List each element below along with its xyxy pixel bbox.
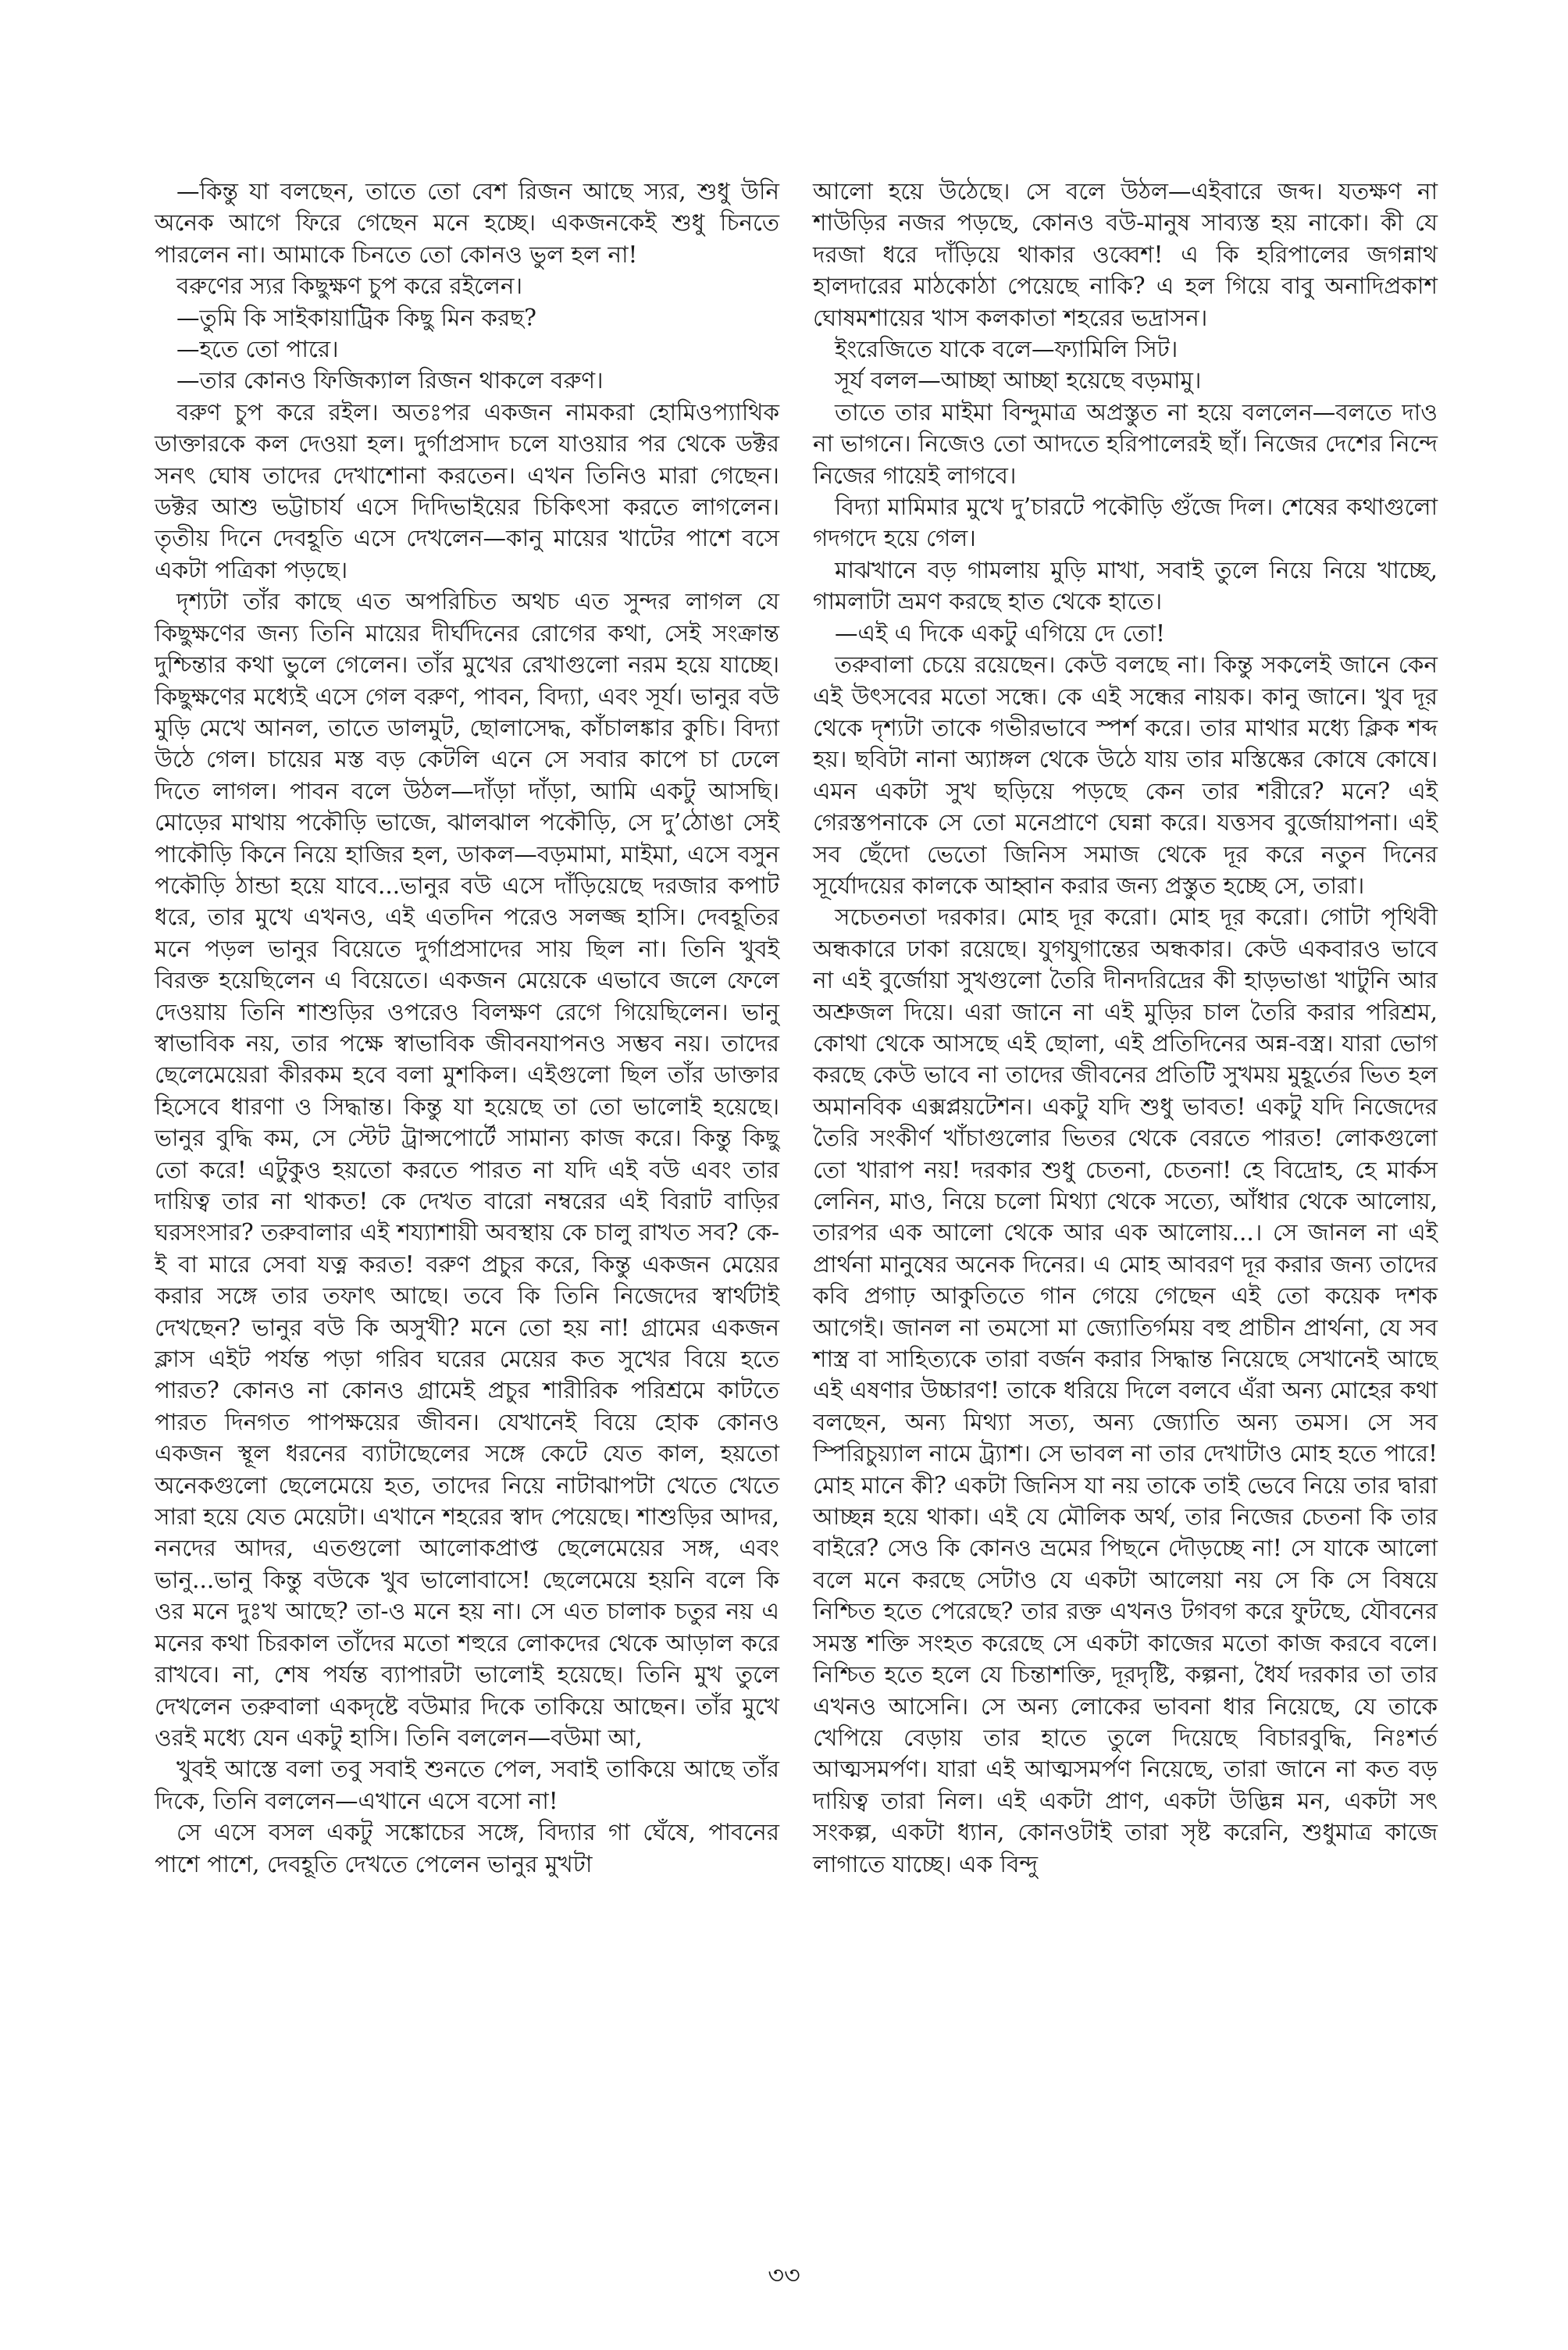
paragraph: বিদ্যা মামিমার মুখে দু’চারটে পকৌড়ি গুঁজে দিল। শেষের কথাগুলো গদগদে হয়ে গেল।: [813, 494, 1438, 552]
paragraph: সচেতনতা দরকার। মোহ দূর করো। মোহ দূর করো। গোটা পৃথিবী অন্ধকারে ঢাকা রয়েছে। যুগযুগান্তের অন্ধকার। কেউ একবারও ভাবে না এই বুর্জোয়া সুখগুলো তৈরি দীনদরিদ্রের কী হাড়ভাঙা খাটুনি আর অশ্রুজল দিয়ে। এরা জানে না এই মুড়ির চাল তৈরি করার পরিশ্রম, কোথা থেকে আসছে এই ছোলা, এই প্রতিদিনের অন্ন-বস্ত্র। যারা ভোগ করছে কেউ ভাবে না তাদের জীবনের প্রতিটি সুখময় মুহূর্তের ভিত হল অমানবিক এক্সপ্লয়টেশন। একটু যদি শুধু ভাবত! একটু যদি নিজেদের তৈরি সংকীর্ণ খাঁচাগুলোর ভিতর থেকে বেরতে পারত! লোকগুলো তো খারাপ নয়! দরকার শুধু চেতনা, চেতনা! হে বিদ্রোহ, হে মার্কস লেনিন, মাও, নিয়ে চলো মিথ্যা থেকে সত্যে, আঁধার থেকে আলোয়, তারপর এক আলো থেকে আর এক আলোয়...। সে জানল না এই প্রার্থনা মানুষের অনেক দিনের। এ মোহ আবরণ দূর করার জন্য তাদের কবি প্রগাঢ় আকুতিতে গান গেয়ে গেছেন এই তো কয়েক দশক আগেই। জানল না তমসো মা জ্যোতির্গময় বহু প্রাচীন প্রার্থনা, যে সব শাস্ত্র বা সাহিত্যকে তারা বর্জন করার সিদ্ধান্ত নিয়েছে সেখানেই আছে এই এষণার উচ্চারণ! তাকে ধরিয়ে দিলে বলবে এঁরা অন্য মোহের কথা বলছেন, অন্য মিথ্যা সত্য, অন্য জ্যোতি অন্য তমস। সে সব স্পিরিচুয়্যাল নামে ট্র্যাশ। সে ভাবল না তার দেখাটাও মোহ হতে পারে! মোহ মানে কী? একটা জিনিস যা নয় তাকে তাই ভেবে নিয়ে তার দ্বারা আচ্ছন্ন হয়ে থাকা। এই যে মৌলিক অর্থ, তার নিজের চেতনা কি তার বাইরে? সেও কি কোনও ভ্রমের পিছনে দৌড়চ্ছে না! সে যাকে আলো বলে মনে করছে সেটাও যে একটা আলেয়া নয় সে কি সে বিষয়ে নিশ্চিত হতে পেরেছে? তার রক্ত এখনও টগবগ করে ফুটছে, যৌবনের সমস্ত শক্তি সংহত করেছে সে একটা কাজের মতো কাজ করবে বলে। নিশ্চিত হতে হলে যে চিন্তাশক্তি, দূরদৃষ্টি, কল্পনা, ধৈর্য দরকার তা তার এখনও আসেনি। সে অন্য লোকের ভাবনা ধার নিয়েছে, যে তাকে খেপিয়ে বেড়ায় তার হাতে তুলে দিয়েছে বিচারবুদ্ধি, নিঃশর্ত আত্মসমর্পণ। যারা এই আত্মসমর্পণ নিয়েছে, তারা জানে না কত বড় দায়িত্ব তারা নিল। এই একটা প্রাণ, একটা উদ্ভিন্ন মন, একটা সৎ সংকল্প, একটা ধ্যান, কোনওটাই তারা সৃষ্ট করেনি, শুধুমাত্র কাজে লাগাতে যাচ্ছে। এক বিন্দু: [813, 904, 1438, 1878]
paragraph: মাঝখানে বড় গামলায় মুড়ি মাখা, সবাই তুলে নিয়ে নিয়ে খাচ্ছে, গামলাটা ভ্রমণ করছে হাত থেকে হাতে।: [813, 556, 1438, 615]
paragraph: বরুণের স্যর কিছুক্ষণ চুপ করে রইলেন।: [176, 273, 523, 300]
paragraph: দৃশ্যটা তাঁর কাছে এত অপরিচিত অথচ এত সুন্দর লাগল যে কিছুক্ষণের জন্য তিনি মায়ের দীর্ঘদিনের রোগের কথা, সেই সংক্রান্ত দুশ্চিন্তার কথা ভুলে গেলেন। তাঁর মুখের রেখাগুলো নরম হয়ে যাচ্ছে। কিছুক্ষণের মধ্যেই এসে গেল বরুণ, পাবন, বিদ্যা, এবং সূর্য। ভানুর বউ মুড়ি মেখে আনল, তাতে ডালমুট, ছোলাসেদ্ধ, কাঁচালঙ্কার কুচি। বিদ্যা উঠে গেল। চায়ের মস্ত বড় কেটলি এনে সে সবার কাপে চা ঢেলে দিতে লাগল। পাবন বলে উঠল—দাঁড়া দাঁড়া, আমি একটু আসছি। মোড়ের মাথায় পকৌড়ি ভাজে, ঝালঝাল পকৌড়ি, সে দু’ঠোঙা সেই পাকৌড়ি কিনে নিয়ে হাজির হল, ডাকল—বড়মামা, মাইমা, এসে বসুন পকৌড়ি ঠান্ডা হয়ে যাবে...ভানুর বউ এসে দাঁড়িয়েছে দরজার কপাট ধরে, তার মুখে এখনও, এই এতদিন পরেও সলজ্জ হাসি। দেবহূতির মনে পড়ল ভানুর বিয়েতে দুর্গাপ্রসাদের সায় ছিল না। তিনি খুবই বিরক্ত হয়েছিলেন এ বিয়েতে। একজন মেয়েকে এভাবে জলে ফেলে দেওয়ায় তিনি শাশুড়ির ওপরেও বিলক্ষণ রেগে গিয়েছিলেন। ভানু স্বাভাবিক নয়, তার পক্ষে স্বাভাবিক জীবনযাপনও সম্ভব নয়। তাদের ছেলেমেয়েরা কীরকম হবে বলা মুশকিল। এইগুলো ছিল তাঁর ডাক্তার হিসেবে ধারণা ও সিদ্ধান্ত। কিন্তু যা হয়েছে তা তো ভালোই হয়েছে। ভানুর বুদ্ধি কম, সে স্টেট ট্রান্সপোর্টে সামান্য কাজ করে। কিন্তু কিছু তো করে! এটুকুও হয়তো করতে পারত না যদি এই বউ এবং তার দায়িত্ব তার না থাকত! কে দেখত বারো নম্বরের এই বিরাট বাড়ির ঘরসংসার? তরুবালার এই শয্যাশায়ী অবস্থায় কে চালু রাখত সব? কে-ই বা মারে সেবা যত্ন করত! বরুণ প্রচুর করে, কিন্তু একজন মেয়ের করার সঙ্গে তার তফাৎ আছে। তবে কি তিনি নিজেদের স্বার্থটাই দেখছেন? ভানুর বউ কি অসুখী? মনে তো হয় না! গ্রামের একজন ক্লাস এইট পর্যন্ত পড়া গরিব ঘরের মেয়ের কত সুখের বিয়ে হতে পারত? কোনও না কোনও গ্রামেই প্রচুর শারীরিক পরিশ্রমে কাটতে পারত দিনগত পাপক্ষয়ের জীবন। যেখানেই বিয়ে হোক কোনও একজন স্থূল ধরনের ব্যাটাছেলের সঙ্গে কেটে যেত কাল, হয়তো অনেকগুলো ছেলেমেয়ে হত, তাদের নিয়ে নাটাঝাপটা খেতে খেতে সারা হয়ে যেত মেয়েটা। এখানে শহরের স্বাদ পেয়েছে। শাশুড়ির আদর, ননদের আদর, এতগুলো আলোকপ্রাপ্ত ছেলেমেয়ের সঙ্গ, এবং ভানু...ভানু কিন্তু বউকে খুব ভালোবাসে! ছেলেমেয়ে হয়নি বলে কি ওর মনে দুঃখ আছে? তা-ও মনে হয় না। সে এত চালাক চতুর নয় এ মনের কথা চিরকাল তাঁদের মতো শহুরে লোকদের থেকে আড়াল করে রাখবে। না, শেষ পর্যন্ত ব্যাপারটা ভালোই হয়েছে। তিনি মুখ তুলে দেখলেন তরুবালা একদৃষ্টে বউমার দিকে তাকিয়ে আছেন। তাঁর মুখে ওরই মধ্যে যেন একটু হাসি। তিনি বললেন—বউমা আ,: [155, 588, 779, 1751]
paragraph: —এই এ দিকে একটু এগিয়ে দে তো!: [835, 619, 1166, 647]
paragraph: আলো হয়ে উঠেছে। সে বলে উঠল—এইবারে জব্দ। যতক্ষণ না শাউড়ির নজর পড়ছে, কোনও বউ-মানুষ সাব্যস্ত হয় নাকো। কী যে দরজা ধরে দাঁড়িয়ে থাকার ওব্বেশ! এ কি হরিপালের জগন্নাথ হালদারের মাঠকোঠা পেয়েছে নাকি? এ হল গিয়ে বাবু অনাদিপ্রকাশ ঘোষমশায়ের খাস কলকাতা শহরের ভদ্রাসন।: [813, 178, 1438, 331]
page-number: ৩৩: [768, 2260, 800, 2290]
paragraph: —হতে তো পারে।: [176, 336, 339, 363]
paragraph: —কিন্তু যা বলছেন, তাতে তো বেশ রিজন আছে স্যর, শুধু উনি অনেক আগে ফিরে গেছেন মনে হচ্ছে। একজনকেই শুধু চিনতে পারলেন না। আমাকে চিনতে তো কোনও ভুল হল না!: [155, 178, 779, 268]
left-text-column: [155, 176, 779, 1880]
paragraph: ইংরেজিতে যাকে বলে—ফ্যামিলি সিট।: [835, 336, 1178, 363]
right-text-column: [813, 176, 1438, 1880]
paragraph: তাতে তার মাইমা বিন্দুমাত্র অপ্রস্তুত না হয়ে বললেন—বলতে দাও না ভাগনে। নিজেও তো আদতে হরিপালেরই ছাঁ। নিজের দেশের নিন্দে নিজের গায়েই লাগবে।: [813, 398, 1438, 489]
paragraph: বরুণ চুপ করে রইল। অতঃপর একজন নামকরা হোমিওপ্যাথিক ডাক্তারকে কল দেওয়া হল। দুর্গাপ্রসাদ চলে যাওয়ার পর থেকে ডক্টর সনৎ ঘোষ তাদের দেখাশোনা করতেন। এখন তিনিও মারা গেছেন। ডক্টর আশু ভট্টাচার্য এসে দিদিভাইয়ের চিকিৎসা করতে লাগলেন। তৃতীয় দিনে দেবহূতি এসে দেখলেন—কানু মায়ের খাটের পাশে বসে একটা পত্রিকা পড়ছে।: [155, 398, 779, 583]
paragraph: খুবই আস্তে বলা তবু সবাই শুনতে পেল, সবাই তাকিয়ে আছে তাঁর দিকে, তিনি বললেন—এখানে এসে বসো না!: [155, 1756, 779, 1814]
paragraph: সে এসে বসল একটু সঙ্কোচের সঙ্গে, বিদ্যার গা ঘেঁষে, পাবনের পাশে পাশে, দেবহূতি দেখতে পেলেন ভানুর মুখটা: [155, 1819, 779, 1878]
paragraph: —তার কোনও ফিজিক্যাল রিজন থাকলে বরুণ।: [176, 367, 604, 394]
paragraph: সূর্য বলল—আচ্ছা আচ্ছা হয়েছে বড়মামু।: [835, 367, 1202, 394]
paragraph: —তুমি কি সাইকায়াট্রিক কিছু মিন করছ?: [176, 304, 536, 331]
paragraph: তরুবালা চেয়ে রয়েছেন। কেউ বলছে না। কিন্তু সকলেই জানে কেন এই উৎসবের মতো সন্ধে। কে এই সন্ধের নায়ক। কানু জানে। খুব দূর থেকে দৃশ্যটা তাকে গভীরভাবে স্পর্শ করে। তার মাথার মধ্যে ক্লিক শব্দ হয়। ছবিটা নানা অ্যাঙ্গল থেকে উঠে যায় তার মস্তিষ্কের কোষে কোষে। এমন একটা সুখ ছড়িয়ে পড়ছে কেন তার শরীরে? মনে? এই গেরস্তপনাকে সে তো মনেপ্রাণে ঘেন্না করে। যত্তসব বুর্জোয়াপনা। এই সব ছেঁদো ভেতো জিনিস সমাজ থেকে দূর করে নতুন দিনের সূর্যোদয়ের কালকে আহ্বান করার জন্য প্রস্তুত হচ্ছে সে, তারা।: [813, 651, 1438, 899]
